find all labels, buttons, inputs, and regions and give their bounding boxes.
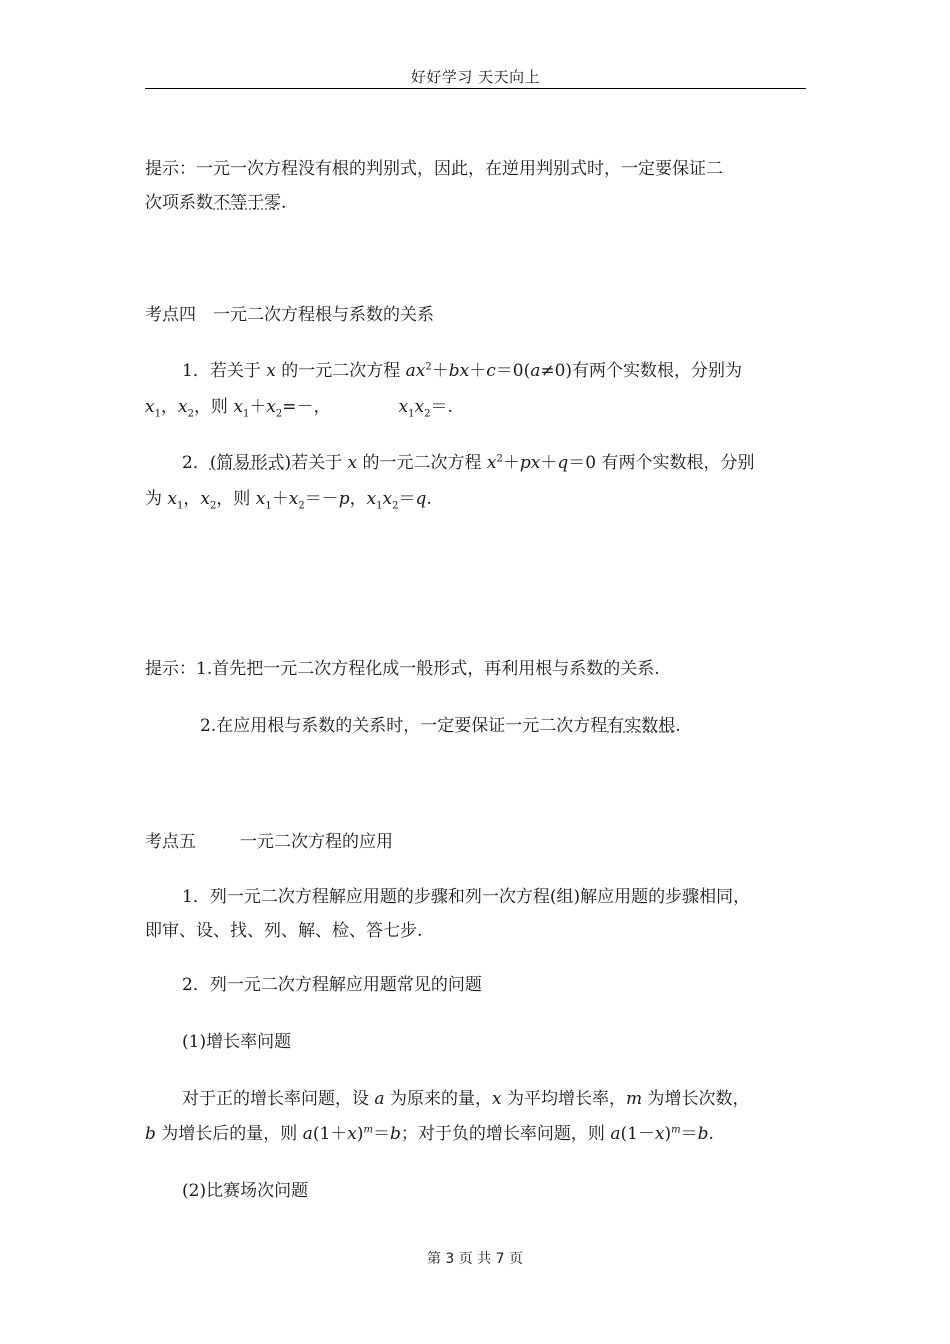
section-5-title: [145, 827, 806, 852]
item-1-mid: 的一元二次方程: [281, 361, 401, 381]
growth-text-f: ；对于负的增长率问题，则: [400, 1124, 605, 1144]
section-4-item-2-line-2: 为 $x_1$，$x_2$，则 $x_1+x_2=-p$，$x_1x_2=q$.: [145, 489, 432, 512]
item-1-intro: 1．若关于: [182, 361, 261, 381]
sub-heading-growth: (1)增长率问题: [182, 1032, 292, 1052]
hint-2-line-2: [200, 711, 861, 736]
hint-1-underlined: 不等于零: [213, 193, 281, 213]
page-footer: 第 3 页 共 7 页: [426, 1251, 524, 1267]
item-2-mid: 的一元二次方程: [362, 453, 482, 473]
hint-2-end: .: [675, 716, 681, 736]
page-header: 好好学习 天天向上: [410, 68, 541, 86]
section-5-item-2: 2．列一元二次方程解应用题常见的问题: [182, 975, 482, 995]
header-divider: [145, 88, 806, 89]
section-5-item-1-line-1: 1．列一元二次方程解应用题的步骤和列一次方程(组)解应用题的步骤相同，: [182, 887, 751, 907]
section-5-label: 考点五: [145, 832, 196, 852]
hint-1-text: 次项系数: [145, 193, 213, 213]
section-4-item-1-line-2: $x_1$，$x_2$，则 $x_1+x_2=-$， $x_1x_2=$.: [145, 397, 453, 420]
hint-1-end: .: [281, 193, 287, 213]
hint-1-line-1: 提示：一元一次方程没有根的判别式，因此，在逆用判别式时，一定要保证二: [145, 159, 723, 179]
item-2-text: 若关于: [291, 453, 343, 473]
item-2-prefix: 2．: [182, 453, 210, 473]
item-2-label: (简易形式): [209, 453, 292, 473]
section-4-title: 考点四 一元二次方程根与系数的关系: [145, 305, 434, 325]
hint-2-line-1: 提示：1.首先把一元二次方程化成一般形式，再利用根与系数的关系.: [145, 659, 660, 679]
hint-2-text: 2.在应用根与系数的关系时，一定要保证一元二次方程: [200, 716, 608, 736]
item-1-cond: 有两个实数根，分别为: [572, 361, 743, 381]
growth-line-2: b 为增长后的量，则 $a(1+x)^m=b$；对于负的增长率问题，则 $a(1-x)^m=b$.: [145, 1124, 714, 1144]
item-1-prod: ＝.: [430, 397, 453, 417]
growth-line-1: 对于正的增长率问题，设 a 为原来的量，x 为平均增长率，m 为增长次数，: [182, 1089, 750, 1109]
growth-text-d: 为增长次数，: [647, 1089, 750, 1109]
hint-2-underlined: 有实数根: [607, 716, 676, 736]
item-2-line2: 为: [145, 489, 162, 509]
growth-text-a: 对于正的增长率问题，设: [182, 1089, 369, 1109]
hint-1-line-2: [145, 188, 806, 213]
growth-text-c: 为平均增长率，: [506, 1089, 626, 1109]
item-1-sum: =－，: [282, 397, 331, 417]
section-4-item-2-line-1: 2．(简易形式)若关于 x 的一元二次方程 $x^2+px+q=0$ 有两个实数根，分别: [182, 453, 755, 473]
growth-text-b: 为原来的量，: [389, 1089, 492, 1109]
sub-heading-matches: (2)比赛场次问题: [182, 1181, 309, 1201]
growth-text-e: 为增长后的量，则: [161, 1124, 298, 1144]
section-5-name: 一元二次方程的应用: [240, 832, 393, 852]
section-5-item-1-line-2: 即审、设、找、列、解、检、答七步.: [145, 921, 423, 941]
section-4-item-1-line-1: 1．若关于 x 的一元二次方程 $ax^2+bx+c=0(a\ne 0)$有两个实数根，分别为: [182, 361, 743, 381]
item-2-cond: 有两个实数根，分别: [601, 453, 755, 473]
